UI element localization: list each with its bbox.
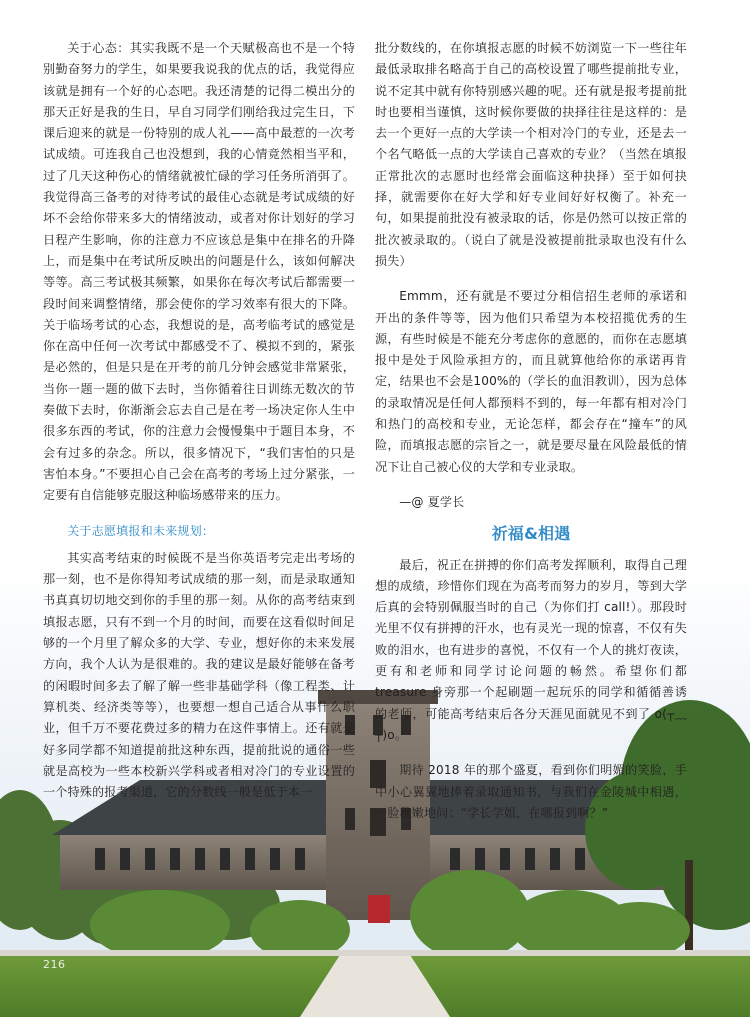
planning-paragraph: 其实高考结束的时候既不是当你英语考完走出考场的那一刻，也不是你得知考试成绩的那一刻，而是录取通知书真真切切地交到你的手里的那一刻。从你的高考结束到填报志愿，只有不到一个月的时间，而要在这看似时间足够的一个月里了解众多的大学、专业，想好你的未来发展方向，我个人认为是很难的。我的建议是最好能够在备考的闲暇时间多去了解了解一些非基础学科（像工程类、计算机类、经济类等等），也要想一想自己适合从事什么职业，但千万不要花费过多的精力在这件事情上。还有就是好多同学都不知道提前批这种东西，提前批说的通俗一些就是高校为一些本校新兴学科或者相对冷门的专业设置的一个特殊的报考渠道，它的分数线一般是低于本一 bbox=[43, 550, 355, 800]
planning-heading: 关于志愿填报和未来规划： bbox=[67, 523, 215, 538]
lawn-right bbox=[410, 955, 750, 1017]
author-signature: —@ 夏学长 bbox=[399, 494, 465, 509]
windows-left bbox=[95, 848, 305, 870]
left-column bbox=[43, 38, 355, 803]
tower-door bbox=[368, 895, 390, 923]
section-title: 祈福&相遇 bbox=[491, 524, 571, 544]
closing-paragraph: 期待 2018 年的那个盛夏，看到你们明媚的笑脸，手中小心翼翼地捧着录取通知书，与我们在金陵城中相遇，一脸稚嫩地问：“学长学姐，在哪报到啊？” bbox=[375, 763, 687, 820]
admissions-advice-paragraph: Emmm，还有就是不要过分相信招生老师的承诺和开出的条件等等，因为他们只希望为本校招揽优秀的生源，有些时候是不能充分考虑你的意愿的，而你在志愿填报中是处于风险承担方的，而且就算他给你的承诺再肯定，结果也不会是100%的（学长的血泪教训），因为总体的录取情况是任何人都预料不到的，每一年都有相对冷门和热门的高校和专业，无论怎样，都会存在“撞车”的风险，而填报志愿的宗旨之一，就是要尽量在风险最低的情况下让自己被心仪的大学和专业录取。 bbox=[375, 289, 688, 474]
page-number: 216 bbox=[43, 958, 66, 971]
mindset-paragraph: 关于心态：其实我既不是一个天赋极高也不是一个特别勤奋努力的学生，如果要我说我的优点的话，我觉得应该就是拥有一个好的心态吧。我还清楚的记得二模出分的那天正好是我的生日，早自习同学们刚给我过完生日，下课后迎来的就是一份特别的成人礼——高中最惹的一次考试成绩。可连我自己也没想到，我的心情竟然相当平和，过了几天这种伤心的情绪就被忙碌的学习任务所消弭了。我觉得高三备考的对待考试的最佳心态就是考试成绩的好坏不会给你带来多大的情绪波动，或者对你计划好的学习日程产生影响，你的注意力不应该总是集中在排名的升降上，而是集中在考试所反映出的问题是什么，该如何解决等等。高三考试极其频繁，如果你在每次考试后都需要一段时间来调整情绪，那会使你的学习效率有很大的下降。关于临场考试的心态，我想说的是，高考临考试的感觉是你在高中任何一次考试中都感受不了、模拟不到的，紧张是必然的，但是只是在开考的前几分钟会感觉非常紧张，当你一题一题的做下去时，当你循着往日训练无数次的节奏做下去时，你渐渐会忘去自己是在考一场决定你人生中很多东西的考试，你的注意力会慢慢集中于题目本身，不会有过多的杂念。所以，很多情况下，“我们害怕的只是害怕本身。”不要担心自己会在高考的考场上过分紧张，一定要有自信能够克服这种临场感带来的压力。 bbox=[43, 41, 355, 503]
early-batch-paragraph: 批分数线的，在你填报志愿的时候不妨浏览一下一些往年最低录取排名略高于自己的高校设置了哪些提前批专业，说不定其中就有你特别感兴趣的呢。还有就是报考提前批时也要相当谨慎，这时候你要做的抉择往往是这样的：是去一个更好一点的大学读一个相对冷门的专业，还是去一个名气略低一点的大学读自己喜欢的专业？（当然在填报正常批次的志愿时也经常会面临这种抉择）至于如何抉择，就需要你在好大学和好专业间好好权衡了。补充一句，如果提前批没有被录取的话，你是仍然可以按正常的批次被录取的。（说白了就是没被提前批录取也没有什么损失） bbox=[375, 41, 687, 268]
blessing-paragraph: 最后，祝正在拼搏的你们高考发挥顺利，取得自己理想的成绩，珍惜你们现在为高考而努力的岁月，等到大学后真的会特别佩服当时的自己（为你们打 call!）。那段时光里不仅有拼搏的汗水，也有灵光一现的惊喜，不仅有失败的泪水，也有进步的喜悦，不仅有一个人的挑灯夜读，更有和老师和同学讨论问题的畅然。希望你们都 treasure 身旁那一个起刷题一起玩乐的同学和循循善诱的老师，可能高考结束后各分天涯见面就见不到了 o(┬﹏┬)o。 bbox=[375, 557, 687, 742]
right-column bbox=[375, 38, 687, 824]
